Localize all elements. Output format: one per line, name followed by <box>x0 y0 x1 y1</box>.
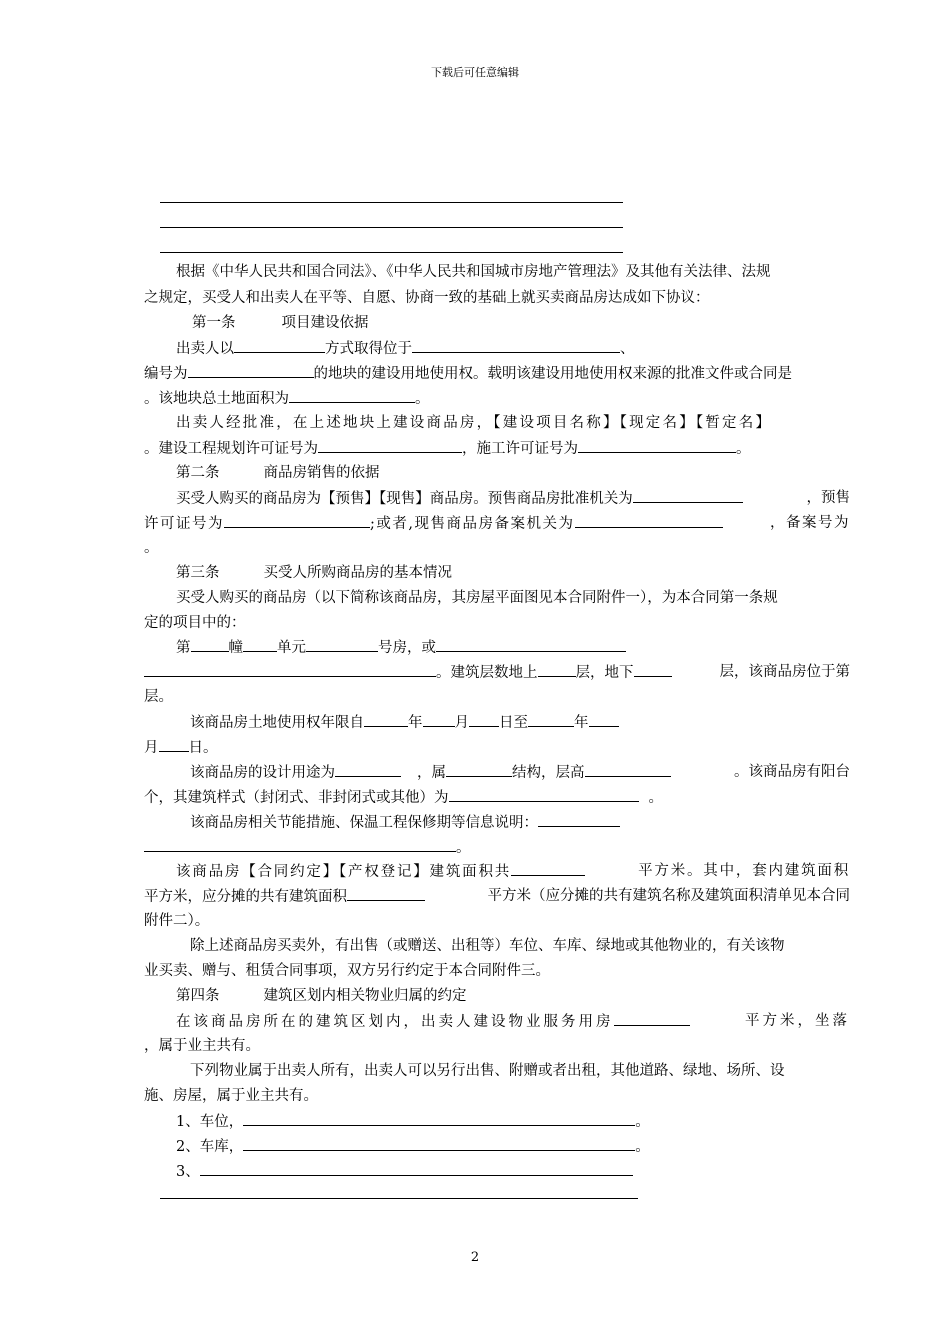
text: 月 <box>454 715 469 731</box>
article-1-heading <box>192 313 369 333</box>
art3-line-4 <box>144 662 850 683</box>
fill-blank[interactable] <box>243 1111 635 1126</box>
text: 的地块的建设用地使用权。载明该建设用地使用权来源的批准文件或合同是 <box>313 366 792 382</box>
text: 。 <box>635 1139 650 1155</box>
fill-blank[interactable] <box>585 762 671 777</box>
art4-line-1 <box>144 1011 850 1032</box>
fill-blank[interactable] <box>449 787 639 802</box>
fill-blank[interactable] <box>436 637 626 652</box>
art1-line-2 <box>144 363 792 384</box>
text: ，预售 <box>806 490 850 506</box>
text: 。建筑层数地上 <box>436 665 538 681</box>
fill-blank[interactable] <box>575 513 723 528</box>
art3-line-11 <box>144 837 471 858</box>
text: 平方米，应分摊的共有建筑面积 <box>144 889 347 905</box>
art1-line-1 <box>176 338 635 359</box>
fill-blank[interactable] <box>335 762 401 777</box>
text: 层，地下 <box>575 665 634 681</box>
article-name: 商品房销售的依据 <box>263 465 380 481</box>
text: 第 <box>176 640 191 656</box>
art3-line-13 <box>144 886 850 907</box>
article-title: 第二条 <box>176 465 220 481</box>
text: 编号为 <box>144 366 188 382</box>
fill-blank[interactable] <box>289 388 415 403</box>
text: 层，该商品房位于第 <box>719 664 850 680</box>
fill-blank[interactable] <box>188 363 314 378</box>
fill-blank[interactable] <box>224 513 370 528</box>
text: 日。 <box>188 740 218 756</box>
text: 许可证号为 <box>144 516 224 532</box>
text: 该商品房【合同约定】【产权登记】建筑面积共 <box>176 864 512 880</box>
text: ，属 <box>417 765 446 781</box>
text: ，施工许可证号为 <box>462 441 578 457</box>
text: 该商品房土地使用权年限自 <box>190 715 364 731</box>
text: 在该商品房所在的建筑区划内，出卖人建设物业服务用房 <box>176 1014 614 1030</box>
text: 下列物业属于出卖人所有，出卖人可以另行出售、附赠或者出租，其他道路、绿地、场所、设 <box>190 1063 785 1079</box>
text: 平方米。其中，套内建筑面积 <box>638 863 850 879</box>
text: 。 <box>635 1114 650 1130</box>
text: 该商品房的设计用途为 <box>190 765 335 781</box>
art4-item-2 <box>176 1136 650 1157</box>
text: ，备案号为 <box>770 515 850 531</box>
article-title: 第三条 <box>176 565 220 581</box>
blank-line <box>160 1198 638 1199</box>
text: 、 <box>620 341 635 357</box>
text: 出卖人以 <box>176 341 234 357</box>
text: 幢 <box>228 640 243 656</box>
fill-blank[interactable] <box>200 1161 633 1176</box>
text: 买受人购买的商品房（以下简称该商品房，其房屋平面图见本合同附件一），为本合同第一条规 <box>176 590 778 606</box>
art3-line-1 <box>144 588 850 608</box>
fill-blank[interactable] <box>633 488 743 503</box>
text: 根据《中华人民共和国合同法》、《中华人民共和国城市房地产管理法》及其他有关法律、法规 <box>176 264 771 280</box>
fill-blank[interactable] <box>511 861 585 876</box>
fill-blank[interactable] <box>234 338 325 353</box>
blank-line <box>160 227 623 228</box>
intro-line-1 <box>144 262 850 282</box>
art1-line-3 <box>144 388 430 409</box>
fill-blank[interactable] <box>347 886 425 901</box>
text: 日至 <box>499 715 528 731</box>
art4-line-2: ，属于业主共有。 <box>144 1038 260 1054</box>
intro-line-2: 之规定，买受人和出卖人在平等、自愿、协商一致的基础上就买卖商品房达成如下协议： <box>144 290 710 306</box>
article-2-heading <box>176 463 380 483</box>
fill-blank[interactable] <box>614 1011 690 1026</box>
art3-line-14: 附件二）。 <box>144 913 210 929</box>
art2-line-3: 。 <box>144 540 159 556</box>
article-title: 第一条 <box>192 315 236 331</box>
art1-line-5 <box>144 438 751 459</box>
fill-blank[interactable] <box>634 662 672 677</box>
fill-blank[interactable] <box>446 762 512 777</box>
fill-blank[interactable] <box>538 812 620 827</box>
text: 平方米，坐落 <box>745 1013 850 1029</box>
art3-line-5: 层。 <box>144 689 173 705</box>
art4-item-3 <box>176 1161 633 1182</box>
fill-blank[interactable] <box>191 637 229 652</box>
art3-line-3 <box>176 637 626 658</box>
text: 除上述商品房买卖外，有出售（或赠送、出租等）车位、车库、绿地或其他物业的，有关该物 <box>190 938 785 954</box>
fill-blank[interactable] <box>243 1136 635 1151</box>
art3-line-9 <box>144 787 663 808</box>
fill-blank[interactable] <box>528 712 574 727</box>
art3-line-7 <box>144 737 218 758</box>
article-name: 买受人所购商品房的基本情况 <box>263 565 452 581</box>
art3-line-15 <box>144 936 850 956</box>
text: 。 <box>648 790 663 806</box>
art3-line-10 <box>190 812 620 833</box>
text: 。该商品房有阳台 <box>734 764 850 780</box>
text: ;或者,现售商品房备案机关为 <box>370 516 575 532</box>
blank-line <box>160 252 623 253</box>
article-4-heading <box>176 986 467 1006</box>
art4-line-4: 施、房屋，属于业主共有。 <box>144 1088 318 1104</box>
text: 。建设工程规划许可证号为 <box>144 441 318 457</box>
text: 年 <box>574 715 589 731</box>
art1-line-4 <box>144 413 850 433</box>
art3-line-6 <box>190 712 619 733</box>
art4-item-1 <box>176 1111 650 1132</box>
text: 年 <box>408 715 423 731</box>
text: 出卖人经批准，在上述地块上建设商品房，【建设项目名称】【现定名】【暂定名】 <box>176 415 773 431</box>
fill-blank[interactable] <box>364 712 408 727</box>
page-header: 下载后可任意编辑 <box>431 66 519 79</box>
fill-blank[interactable] <box>159 737 189 752</box>
text: 单元 <box>277 640 306 656</box>
text: 。 <box>736 441 751 457</box>
fill-blank[interactable] <box>469 712 499 727</box>
art3-line-12 <box>144 861 850 882</box>
fill-blank[interactable] <box>589 712 619 727</box>
article-name: 建筑区划内相关物业归属的约定 <box>263 988 467 1004</box>
page-number: 2 <box>470 1250 480 1265</box>
fill-blank[interactable] <box>412 338 620 353</box>
text: 个，其建筑样式（封闭式、非封闭式或其他）为 <box>144 790 449 806</box>
fill-blank[interactable] <box>318 438 462 453</box>
text: 买受人购买的商品房为【预售】【现售】商品房。预售商品房批准机关为 <box>176 491 633 507</box>
text: 。 <box>456 840 471 856</box>
art3-line-2: 定的项目中的： <box>144 615 246 631</box>
art2-line-1 <box>144 488 850 509</box>
text: 方式取得位于 <box>325 341 412 357</box>
text: 。 <box>415 391 430 407</box>
art3-line-16: 业买卖、赠与、租赁合同事项，双方另行约定于本合同附件三。 <box>144 963 550 979</box>
text: 2、车库， <box>176 1139 244 1155</box>
text: 平方米（应分摊的共有建筑名称及建筑面积清单见本合同 <box>487 888 850 904</box>
text: 3、 <box>176 1164 200 1180</box>
fill-blank[interactable] <box>144 837 456 852</box>
fill-blank[interactable] <box>423 712 455 727</box>
art4-line-3 <box>144 1061 850 1081</box>
blank-line <box>160 202 623 203</box>
text: 该商品房相关节能措施、保温工程保修期等信息说明： <box>190 815 538 831</box>
text: 1、车位， <box>176 1114 244 1130</box>
art2-line-2 <box>144 513 850 534</box>
article-3-heading <box>176 563 452 583</box>
art3-line-8 <box>144 762 850 783</box>
fill-blank[interactable] <box>538 662 576 677</box>
fill-blank[interactable] <box>306 637 378 652</box>
text: 月 <box>144 740 159 756</box>
fill-blank[interactable] <box>578 438 736 453</box>
text: 号房，或 <box>378 640 436 656</box>
text: 。该地块总土地面积为 <box>144 391 289 407</box>
article-name: 项目建设依据 <box>281 315 369 331</box>
article-title: 第四条 <box>176 988 220 1004</box>
text: 结构，层高 <box>512 765 585 781</box>
fill-blank[interactable] <box>243 637 277 652</box>
fill-blank[interactable] <box>144 662 436 677</box>
